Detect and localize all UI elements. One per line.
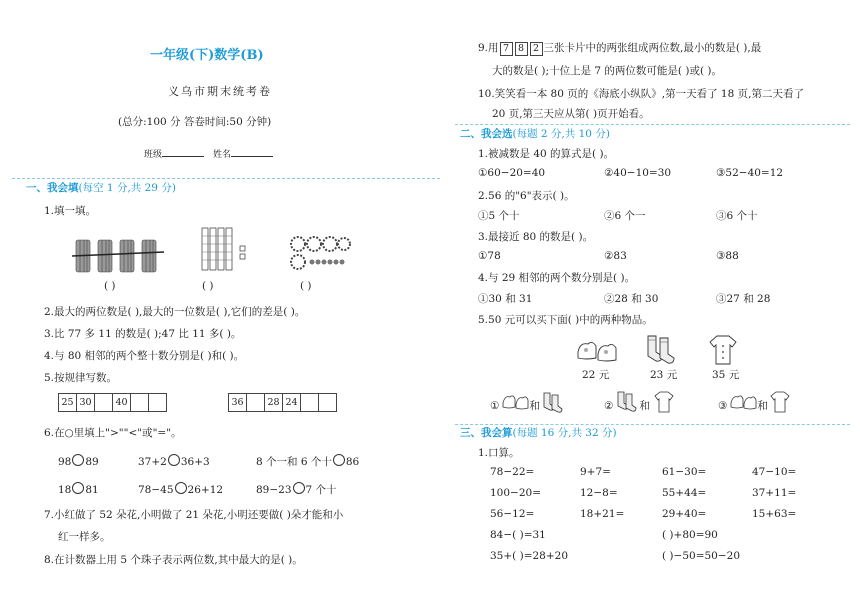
q8-text: 8.在计数器上用 5 个珠子表示两位数,其中最大的是( )。 xyxy=(44,554,303,566)
s2-q3-option[interactable]: ②83 xyxy=(604,250,627,262)
seq1-blank[interactable] xyxy=(149,394,167,412)
compare-circle[interactable] xyxy=(333,454,345,466)
q6-item: 8 个一和 6 个十 86 xyxy=(256,456,360,468)
class-label: 班级 xyxy=(144,150,163,160)
shirt-icon xyxy=(654,391,674,413)
s2-q4-option[interactable]: ②28 和 30 xyxy=(604,293,659,305)
q6-item: 37+2 36+3 xyxy=(138,456,210,468)
ten-rods-image xyxy=(200,226,250,276)
q2-text: 2.最大的两位数是( ),最大的一位数是( ),它们的差是( )。 xyxy=(44,306,306,318)
q5-text: 5.按规律写数。 xyxy=(44,372,118,384)
socks-icon xyxy=(644,334,676,366)
section-divider xyxy=(455,124,850,125)
class-field[interactable] xyxy=(144,147,204,160)
seq2-blank[interactable] xyxy=(301,394,319,412)
seq1-blank[interactable] xyxy=(131,394,149,412)
name-field[interactable] xyxy=(213,147,273,160)
s2-q5-text: 5.50 元可以买下面( )中的两种物品。 xyxy=(478,314,653,326)
q1-blank-2[interactable]: ( ) xyxy=(202,280,214,292)
calc-item[interactable]: 29+40= xyxy=(662,508,707,520)
calc-item[interactable]: 12−8= xyxy=(580,487,618,499)
number-card: 2 xyxy=(530,42,543,56)
seq2-cell: 36 xyxy=(229,394,247,412)
calc-item[interactable]: 18+21= xyxy=(580,508,625,520)
name-label: 姓名 xyxy=(213,150,232,160)
q6-item: 89−23 7 个十 xyxy=(256,484,337,496)
s2-q2-option[interactable]: ③6 个十 xyxy=(716,210,758,222)
q6-item: 98 89 xyxy=(58,456,99,468)
s2-q1-option[interactable]: ③52−40=12 xyxy=(716,167,784,179)
shoes-icon xyxy=(576,336,620,366)
q6-text: 6.在○里填上">""<"或"="。 xyxy=(44,427,182,439)
compare-circle[interactable] xyxy=(72,454,84,466)
calc-item[interactable]: 47−10= xyxy=(752,466,797,478)
seq1-cell: 40 xyxy=(113,394,131,412)
section-3-heading: 三、我会算(每题 16 分,共 32 分) xyxy=(460,427,617,439)
s2-q4-text: 4.与 29 相邻的两个数分别是( )。 xyxy=(478,272,636,284)
sequence-1 xyxy=(58,393,167,412)
fill-item[interactable]: ( )−50=50−20 xyxy=(662,550,741,562)
price-socks: 23 元 xyxy=(650,369,678,381)
stick-bundles-image xyxy=(72,238,168,274)
fill-item[interactable]: 84−( )=31 xyxy=(490,529,546,541)
seq1-blank[interactable] xyxy=(95,394,113,412)
socks-icon xyxy=(616,391,638,413)
s2-q5-option[interactable]: ① 和 xyxy=(490,400,540,412)
fill-item[interactable]: ( )+80=90 xyxy=(662,529,718,541)
s3-q1-text: 1.口算。 xyxy=(478,447,520,459)
fill-item[interactable]: 35+( )=28+20 xyxy=(490,550,569,562)
seq2-blank[interactable] xyxy=(319,394,337,412)
socks-icon xyxy=(542,392,564,414)
s2-q5-option[interactable]: ③ 和 xyxy=(718,400,768,412)
s2-q1-text: 1.被减数是 40 的算式是( )。 xyxy=(478,148,615,160)
q7-text-b: 红一样多。 xyxy=(58,531,111,543)
r-q10-line2: 20 页,第三天应从第( )页开始看。 xyxy=(492,108,650,120)
section-1-heading: 一、我会填(每空 1 分,共 29 分) xyxy=(26,182,176,194)
paper-subtitle: 义乌市期末统考卷 xyxy=(168,85,272,98)
price-shirt: 35 元 xyxy=(712,369,740,381)
calc-item[interactable]: 37+11= xyxy=(752,487,797,499)
seq2-cell: 24 xyxy=(283,394,301,412)
seq2-cell: 28 xyxy=(265,394,283,412)
s2-q2-option[interactable]: ①5 个十 xyxy=(478,210,520,222)
compare-circle[interactable] xyxy=(72,482,84,494)
compare-circle[interactable] xyxy=(175,482,187,494)
s2-q1-option[interactable]: ①60−20=40 xyxy=(478,167,546,179)
q1-blank-3[interactable]: ( ) xyxy=(300,280,312,292)
r-q9-line2: 大的数是( );十位上是 7 的两位数可能是( )或( )。 xyxy=(492,65,722,77)
s2-q4-option[interactable]: ③27 和 28 xyxy=(716,293,771,305)
compare-circle[interactable] xyxy=(168,454,180,466)
shirt-icon xyxy=(770,391,790,413)
q1-blank-1[interactable]: ( ) xyxy=(104,280,116,292)
seq1-cell: 25 xyxy=(59,394,77,412)
q4-text: 4.与 80 相邻的两个整十数分别是( )和( )。 xyxy=(44,350,245,362)
calc-item[interactable]: 15+63= xyxy=(752,508,797,520)
r-q10-line1: 10.笑笑看一本 80 页的《海底小纵队》,第一天看了 18 页,第二天看了 xyxy=(478,88,804,100)
number-card: 7 xyxy=(500,42,513,56)
r-q9-line1: 9.用 7 8 2 三张卡片中的两张组成两位数,最小的数是( ),最 xyxy=(478,42,762,54)
calc-item[interactable]: 100−20= xyxy=(490,487,541,499)
shoes-icon xyxy=(502,392,530,412)
section-divider xyxy=(12,178,440,179)
q7-text-a: 7.小红做了 52 朵花,小明做了 21 朵花,小明还要做( )朵才能和小 xyxy=(44,509,344,521)
s2-q2-text: 2.56 的"6"表示( )。 xyxy=(478,190,575,202)
s2-q5-option[interactable]: ② 和 xyxy=(604,400,650,412)
paper-title: 一年级(下)数学(B) xyxy=(150,48,264,63)
shirt-icon xyxy=(708,334,738,366)
section-2-heading: 二、我会选(每题 2 分,共 10 分) xyxy=(460,128,610,140)
s2-q3-text: 3.最接近 80 的数是( )。 xyxy=(478,231,594,243)
seq2-blank[interactable] xyxy=(247,394,265,412)
bead-rings-image xyxy=(288,234,352,274)
number-card: 8 xyxy=(515,42,528,56)
s2-q3-option[interactable]: ③88 xyxy=(716,250,739,262)
sequence-2 xyxy=(228,393,337,412)
paper-meta: (总分:100 分 答卷时间:50 分钟) xyxy=(118,116,272,128)
q6-item: 18 81 xyxy=(58,484,99,496)
s2-q1-option[interactable]: ②40−10=30 xyxy=(604,167,672,179)
calc-item[interactable]: 55+44= xyxy=(662,487,707,499)
shoes-icon xyxy=(730,392,758,412)
s2-q3-option[interactable]: ①78 xyxy=(478,250,501,262)
calc-item[interactable]: 9+7= xyxy=(580,466,611,478)
seq1-cell: 30 xyxy=(77,394,95,412)
price-shoes: 22 元 xyxy=(582,369,610,381)
q1-text: 1.填一填。 xyxy=(44,205,97,217)
s2-q2-option[interactable]: ②6 个一 xyxy=(604,210,646,222)
q3-text: 3.比 77 多 11 的数是( );47 比 11 多( )。 xyxy=(44,328,242,340)
compare-circle[interactable] xyxy=(293,482,305,494)
calc-item[interactable]: 56−12= xyxy=(490,508,535,520)
s2-q4-option[interactable]: ①30 和 31 xyxy=(478,293,533,305)
calc-item[interactable]: 61−30= xyxy=(662,466,707,478)
q6-item: 78−45 26+12 xyxy=(138,484,224,496)
calc-item[interactable]: 78−22= xyxy=(490,466,535,478)
